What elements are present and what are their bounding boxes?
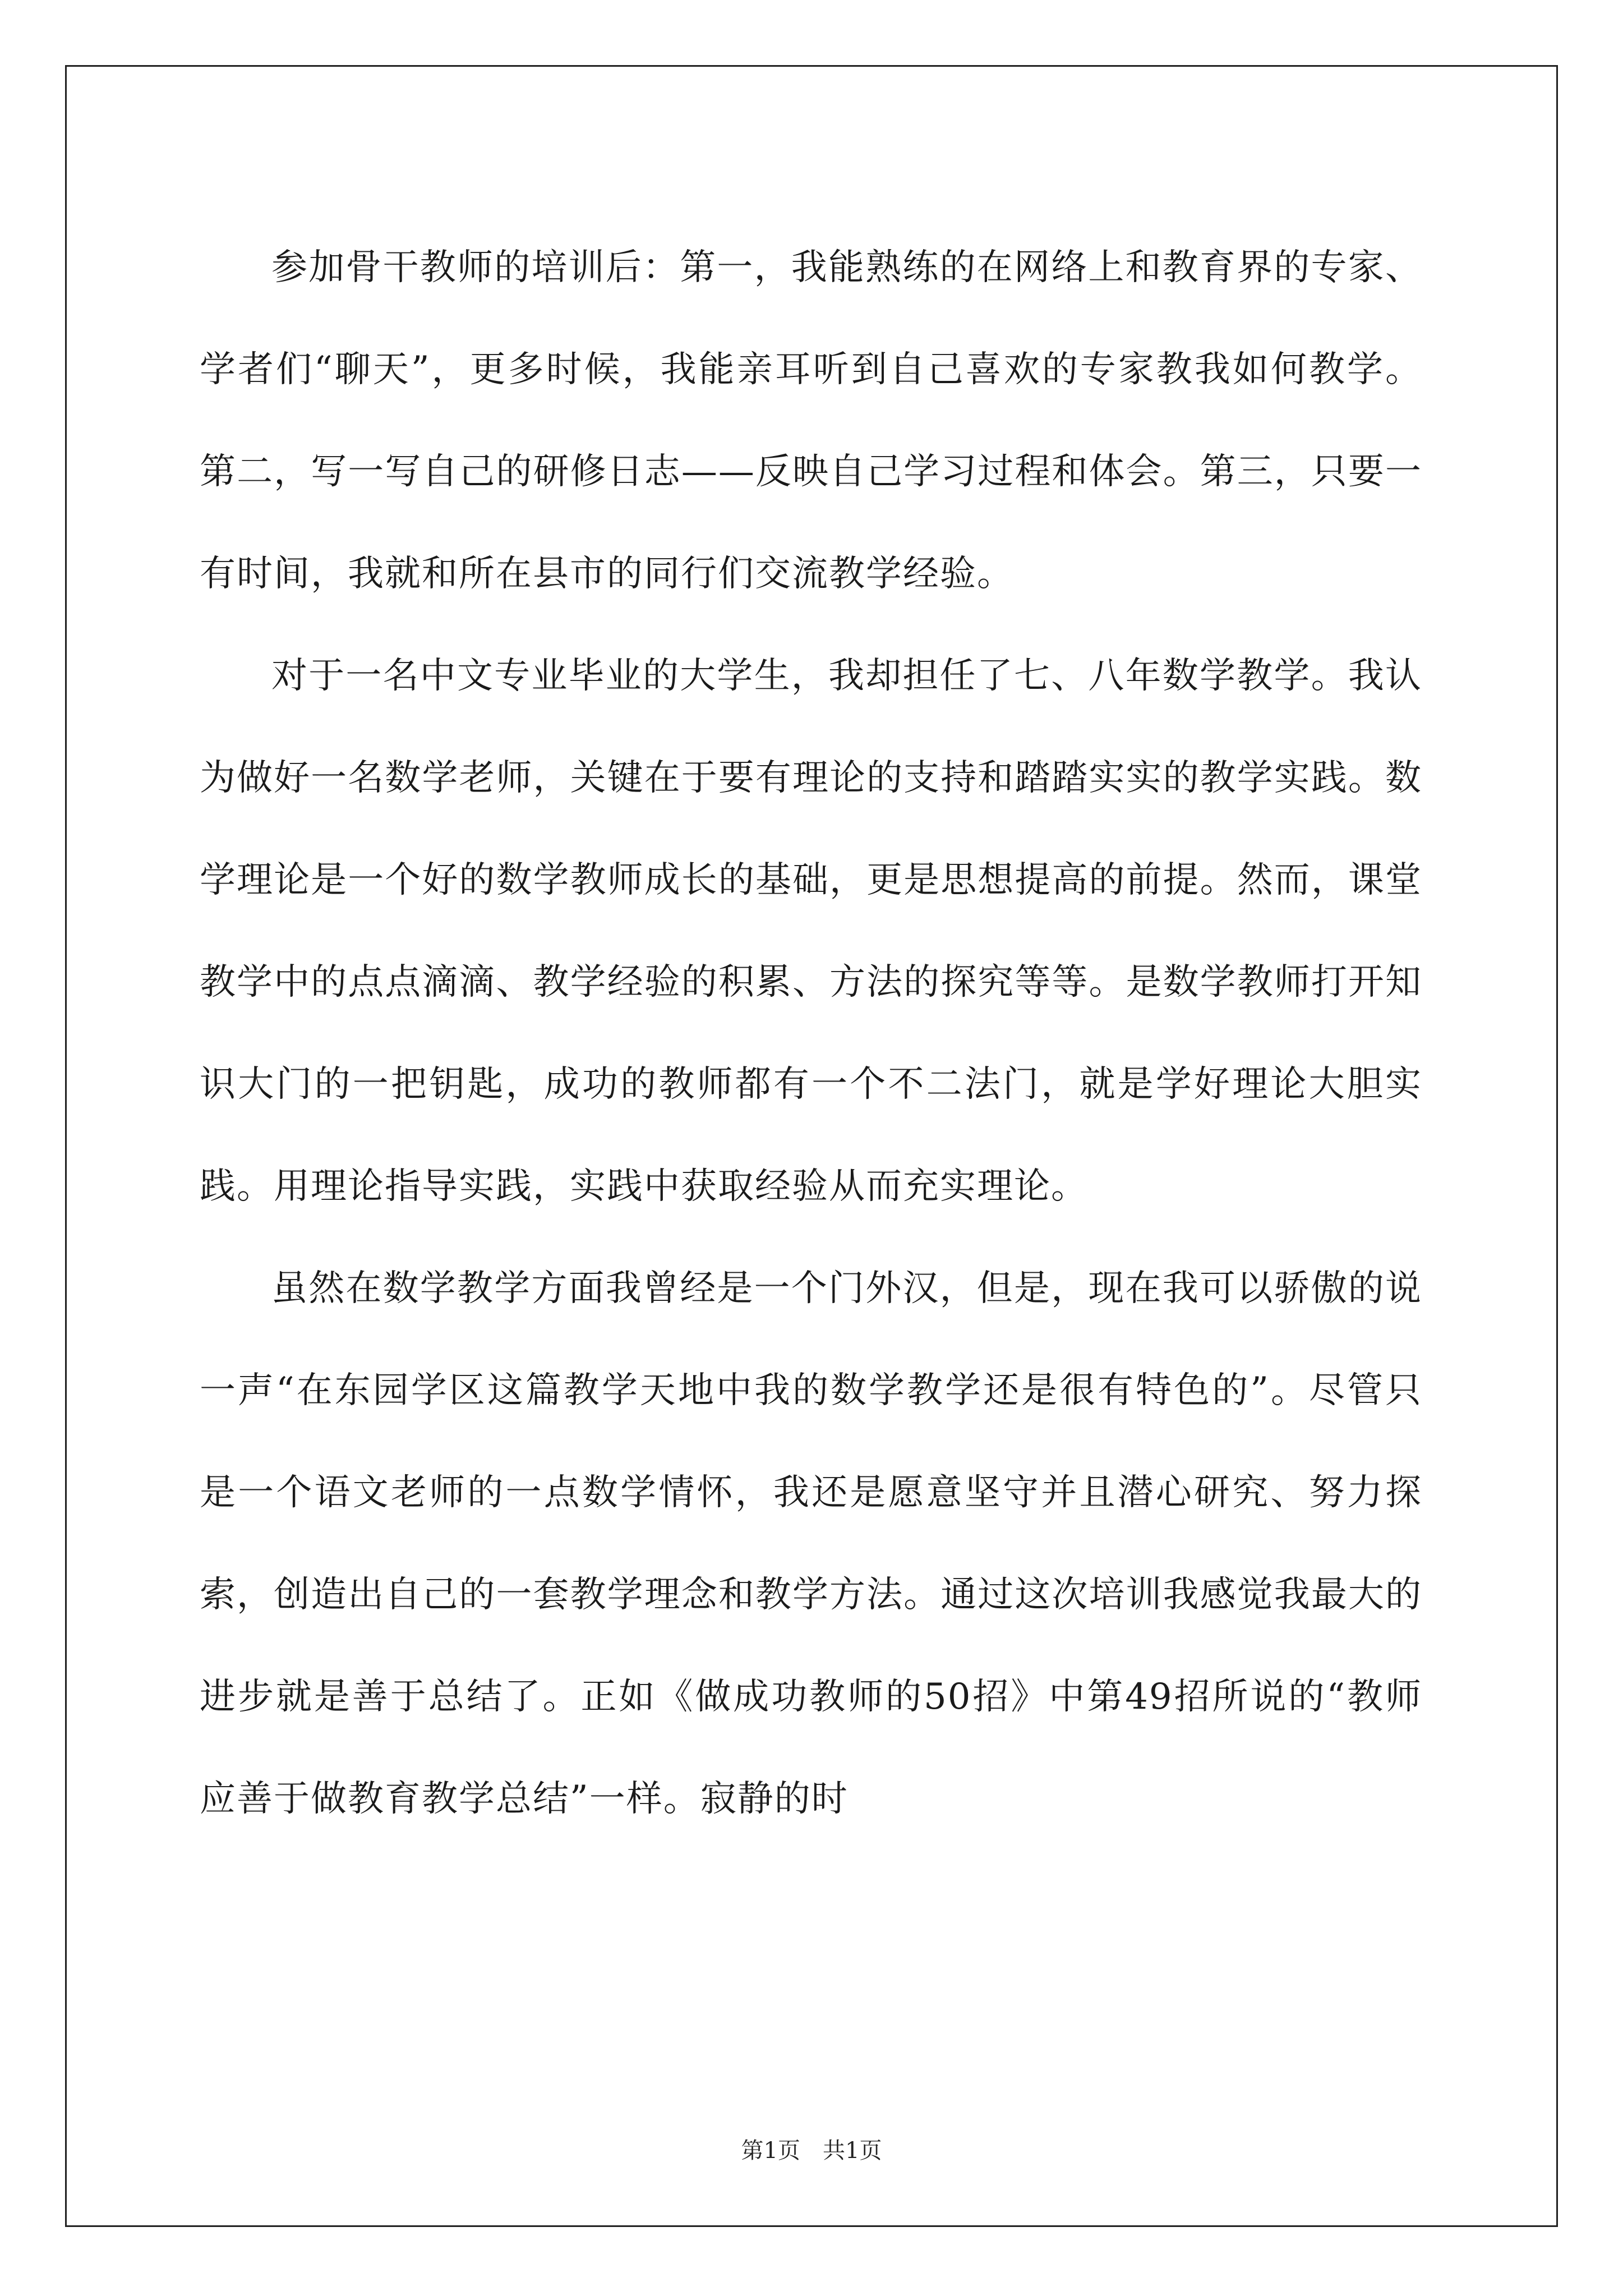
paragraph-3: 虽然在数学教学方面我曾经是一个门外汉，但是，现在我可以骄傲的说一声“在东园学区这篇教学天地中我的数学教学还是很有特色的”。尽管只是一个语文老师的一点数学情怀，我还是愿意坚守并且潜心研究、努力探索，创造出自己的一套教学理念和教学方法。通过这次培训我感觉我最大的进步就是善于总结了。正如《做成功教师的50招》中第49招所说的“教师应善于做教育教学总结”一样。寂静的时: [200, 1268, 1422, 1820]
paragraph-2: 对于一名中文专业毕业的大学生，我却担任了七、八年数学教学。我认为做好一名数学老师，关键在于要有理论的支持和踏踏实实的教学实践。数学理论是一个好的数学教师成长的基础，更是思想提高的前提。然而，课堂教学中的点点滴滴、教学经验的积累、方法的探究等等。是数学教师打开知识大门的一把钥匙，成功的教师都有一个不二法门，就是学好理论大胆实践。用理论指导实践，实践中获取经验从而充实理论。: [200, 655, 1422, 1207]
page-footer: [0, 2133, 1623, 2165]
paragraph-1: 参加骨干教师的培训后：第一，我能熟练的在网络上和教育界的专家、学者们“聊天”，更多时候，我能亲耳听到自己喜欢的专家教我如何教学。第二，写一写自己的研修日志——反映自己学习过程和体会。第三，只要一有时间，我就和所在县市的同行们交流教学经验。: [200, 247, 1422, 595]
page-number: 第1页: [741, 2138, 800, 2164]
page-total: 共1页: [823, 2138, 882, 2164]
document-body: [200, 217, 1422, 1850]
